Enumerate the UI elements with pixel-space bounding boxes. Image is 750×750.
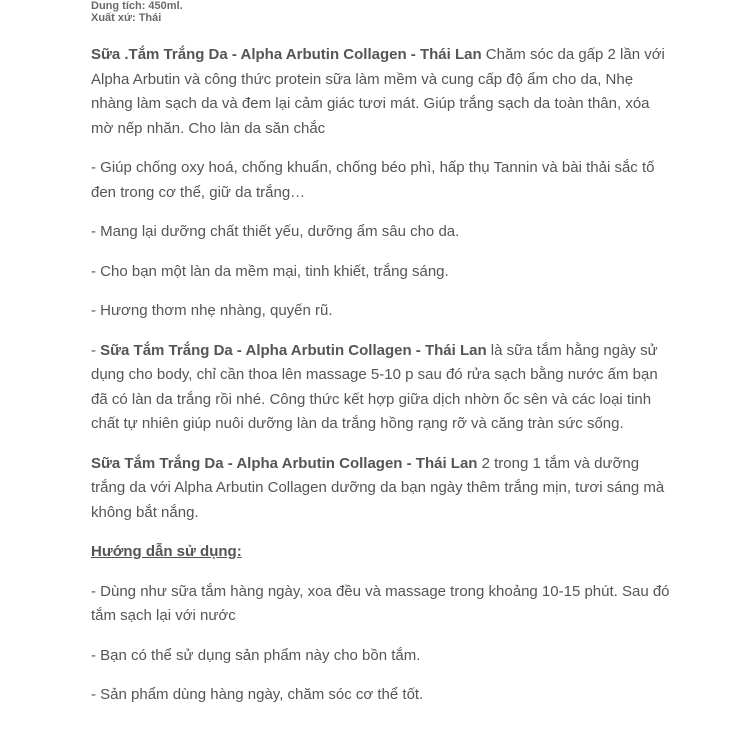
intro-text: Chăm sóc da gấp 2 lần với Alpha Arbutin và công thức protein sữa làm mềm và cung cấp độ ẩm cho da, Nhẹ nhàng làm sạch da và đem lại cảm giác tươi mát. Giúp trắng sạch da toàn thân, xóa mờ nếp nhăn. Cho làn da săn chắc (91, 46, 665, 137)
paragraph2-text: là sữa tắm hằng ngày sử dụng cho body, chỉ cần thoa lên massage 5-10 p sau đó rửa sạch bằng nước ấm bạn đã có làn da trắng rồi nhé. Công thức kết hợp giữa dịch nhờn ốc sên và các loại tinh chất tự nhiên giúp nuôi dưỡng làn da trắng hồng rạng rỡ và căng tràn sức sống. (91, 341, 658, 432)
summary-paragraph (91, 452, 671, 526)
usage-item: - Sản phẩm dùng hàng ngày, chăm sóc cơ thể tốt. (91, 686, 424, 703)
description-paragraph (91, 339, 671, 437)
usage-item: - Bạn có thể sử dụng sản phẩm này cho bồn tắm. (91, 646, 421, 664)
intro-product-name: Sữa .Tắm Trắng Da - Alpha Arbutin Collagen - Thái Lan (91, 46, 482, 63)
paragraph2-product-name: Sữa Tắm Trắng Da - Alpha Arbutin Collagen - Thái Lan (100, 341, 487, 359)
benefit-item: - Mang lại dưỡng chất thiết yếu, dưỡng ẩm sâu cho da. (91, 223, 460, 240)
intro-paragraph (91, 43, 671, 141)
benefit-item: - Hương thơm nhẹ nhàng, quyến rũ. (91, 302, 333, 319)
usage-item: - Dùng như sữa tắm hàng ngày, xoa đều và massage trong khoảng 10-15 phút. Sau đó tắm sạch lại với nước (91, 582, 670, 624)
usage-heading: Hướng dẫn sử dụng: (91, 543, 242, 560)
paragraph3-product-name: Sữa Tắm Trắng Da - Alpha Arbutin Collagen - Thái Lan (91, 454, 478, 472)
product-description (91, 0, 671, 708)
paragraph3-text: 2 trong 1 tắm và dưỡng trắng da với Alpha Arbutin Collagen dưỡng da bạn ngày thêm trắng mịn, tươi sáng mà không bắt nắng. (91, 454, 665, 521)
volume-text: Dung tích: 450ml. (91, 0, 183, 12)
benefit-item: - Cho bạn một làn da mềm mại, tinh khiết, trắng sáng. (91, 262, 449, 280)
paragraph2-prefix: - (91, 341, 101, 359)
origin-text: Xuất xứ: Thái (91, 12, 162, 24)
benefit-item: - Giúp chống oxy hoá, chống khuẩn, chống béo phì, hấp thụ Tannin và bài thải sắc tố đen trong cơ thể, giữ da trắng… (91, 159, 655, 201)
